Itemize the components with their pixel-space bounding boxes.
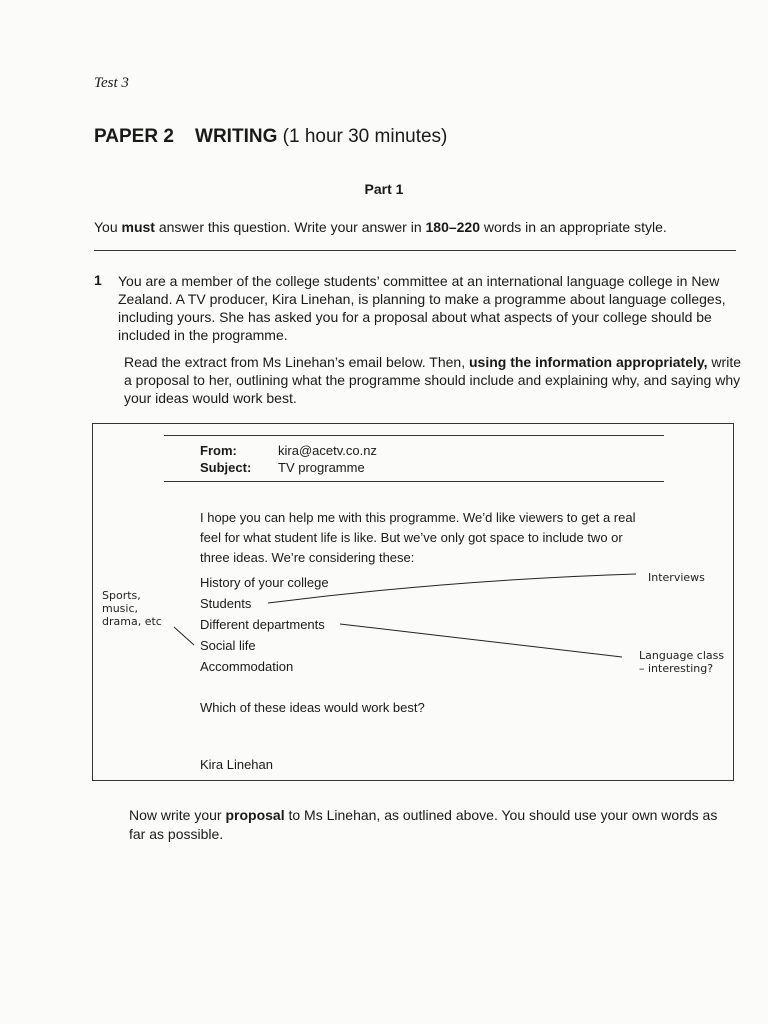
duration: (1 hour 30 minutes) [282, 126, 448, 147]
list-item-departments: Different departments [200, 617, 325, 632]
part-title: Part 1 [364, 181, 404, 197]
read-text: Read the extract from Ms Linehan’s email below. Then, [124, 354, 469, 370]
list-item-accommodation: Accommodation [200, 659, 294, 674]
note-line: music, [102, 602, 139, 615]
list-item-social-life: Social life [200, 638, 256, 653]
closing-text: Now write your [129, 807, 226, 823]
list-item-history: History of your college [200, 575, 329, 590]
instruction-text: words in an appropriate style. [480, 219, 667, 235]
subject-label: Subject: [200, 460, 252, 475]
instruction-must: must [121, 219, 155, 235]
line-departments-language [340, 624, 622, 657]
note-interviews: Interviews [648, 571, 705, 584]
note-line: Sports, [102, 589, 141, 602]
question-number: 1 [94, 272, 102, 288]
instruction-text: answer this question. Write your answer in [154, 219, 426, 235]
question-text: You are a member of the college students’ committee at an international language college in New Zealand. A TV producer, Kira Linehan, is planning to make a programme about language colleges, including yours. She has asked you for a proposal about what aspects of your college should be included in the programme. [118, 273, 726, 343]
email-body: I hope you can help me with this programme. We’d like viewers to get a real feel for what student life is like. But we’ve only got space to include two or three ideas. We’re considering these: [200, 510, 636, 565]
line-students-interviews [268, 574, 636, 603]
word-count: 180–220 [425, 219, 481, 235]
read-bold: using the information appropriately, [469, 354, 708, 370]
read-text: write a proposal to her, outlining what the programme should include and explaining why, and saying why your ideas would work best. [124, 354, 741, 406]
instruction-text: You [94, 219, 122, 235]
note-line: Language class [639, 649, 725, 662]
note-line: drama, etc [102, 615, 162, 628]
from-label: From: [200, 443, 237, 458]
test-label: Test 3 [94, 75, 129, 91]
closing-bold: proposal [225, 807, 285, 823]
closing-text: to Ms Linehan, as outlined above. You should use your own words as far as possible. [129, 807, 718, 842]
note-line: – interesting? [639, 662, 714, 675]
subject-value: TV programme [278, 460, 365, 475]
list-item-students: Students [200, 596, 252, 611]
email-signature: Kira Linehan [200, 757, 273, 772]
section-name: WRITING [195, 126, 278, 147]
arrow-to-social-life [174, 627, 194, 645]
email-question: Which of these ideas would work best? [200, 700, 425, 715]
closing-instruction [129, 806, 729, 844]
from-value: kira@acetv.co.nz [278, 443, 377, 458]
paper-number: PAPER 2 [94, 126, 174, 147]
